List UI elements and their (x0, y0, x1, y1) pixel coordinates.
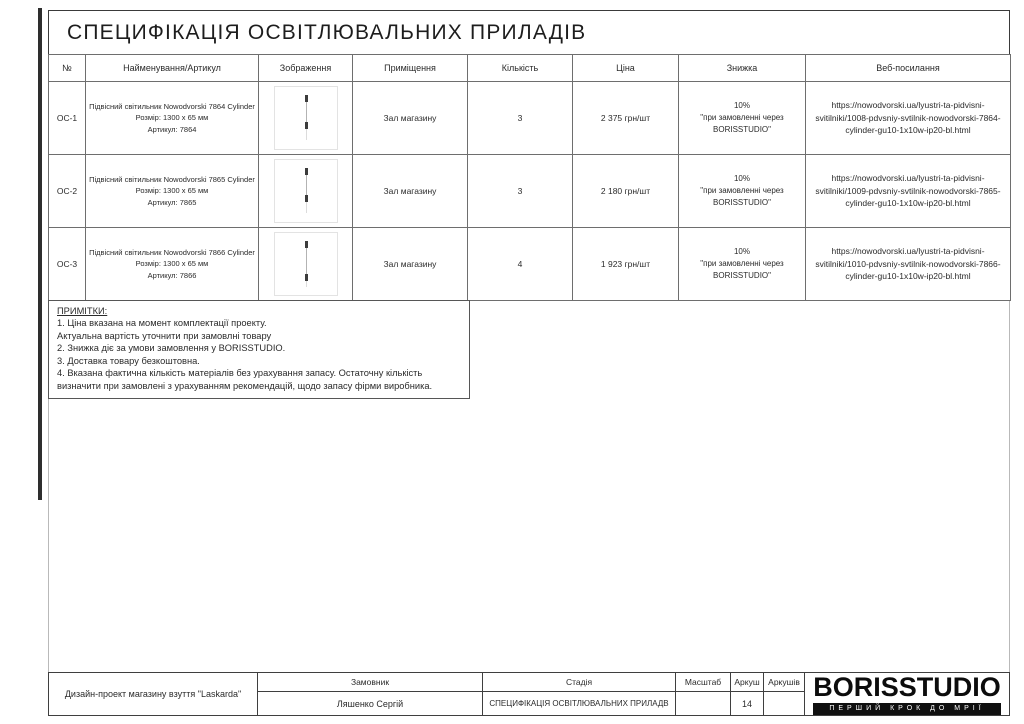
scale-label: Масштаб (676, 673, 730, 692)
table-header-row (49, 55, 1011, 82)
sheet-value: 14 (741, 698, 752, 709)
notes-box (48, 300, 470, 399)
note-line: 3. Доставка товару безкоштовна. (57, 355, 200, 366)
image-cell (259, 228, 353, 301)
scale-value (676, 692, 730, 715)
product-article: Артикул: 7864 (147, 124, 197, 134)
lamp-light-beam (306, 281, 307, 287)
notes-heading: ПРИМІТКИ: (57, 306, 108, 316)
discount-cell (679, 82, 806, 155)
note-line: визначити при замовлені з урахуванням рекомендацій, щодо запасу фірми виробника. (57, 380, 433, 391)
specification-table (48, 54, 1011, 301)
discount-note: "при замовленні через BORISSTUDIO" (700, 186, 784, 207)
product-size: Розмір: 1300 x 65 мм (135, 113, 209, 123)
row-id: ОС-3 (49, 228, 86, 301)
price-cell: 1 923 грн/шт (573, 228, 679, 301)
lamp-cylinder-icon (305, 274, 308, 281)
sheet-number-cell (730, 672, 764, 716)
quantity-cell: 4 (468, 228, 573, 301)
customer-label: Замовник (258, 673, 482, 692)
table-row (49, 82, 1011, 155)
product-name: Підвісний світильник Nowodvorski 7864 Cylinder (89, 102, 255, 112)
stage-value: СПЕЦИФІКАЦІЯ ОСВІТЛЮВАЛЬНИХ ПРИЛАДВ (489, 699, 669, 708)
sheet-label: Аркуш (731, 673, 763, 692)
table-row (49, 228, 1011, 301)
borisstudio-logo (804, 672, 1010, 716)
page-title: СПЕЦИФІКАЦІЯ ОСВІТЛЮВАЛЬНИХ ПРИЛАДІВ (67, 21, 587, 44)
product-cell (86, 82, 259, 155)
stage-cell (482, 672, 676, 716)
discount-cell (679, 228, 806, 301)
product-size: Розмір: 1300 x 65 мм (135, 259, 209, 269)
product-size: Розмір: 1300 x 65 мм (135, 186, 209, 196)
customer-value: Ляшенко Сергій (336, 698, 404, 709)
quantity-cell: 3 (468, 82, 573, 155)
image-cell (259, 155, 353, 228)
project-name-cell: Дизайн-проект магазину взуття "Laskarda" (48, 672, 258, 716)
note-line: Актуальна вартість уточнити при замовлні товару (57, 330, 272, 341)
row-id: ОС-1 (49, 82, 86, 155)
lamp-light-beam (306, 129, 307, 140)
product-name: Підвісний світильник Nowodvorski 7865 Cylinder (89, 175, 255, 185)
table-row (49, 155, 1011, 228)
lamp-light-beam (306, 202, 307, 213)
lamp-canopy-icon (305, 95, 308, 102)
title-box (48, 10, 1010, 56)
quantity-cell: 3 (468, 155, 573, 228)
discount-note: "при замовленні через BORISSTUDIO" (700, 113, 784, 134)
discount-percent: 10% (733, 247, 750, 257)
room-cell: Зал магазину (353, 82, 468, 155)
sheets-label: Аркушів (764, 673, 804, 692)
logo-tagline: ПЕРШИЙ КРОК ДО МРІЇ (813, 703, 1001, 715)
sheets-total-cell (763, 672, 805, 716)
col-header-weblink: Веб-посилання (806, 55, 1011, 82)
price-cell: 2 375 грн/шт (573, 82, 679, 155)
discount-note: "при замовленні через BORISSTUDIO" (700, 259, 784, 280)
discount-percent: 10% (733, 101, 750, 111)
web-link: https://nowodvorski.ua/lyustri-ta-pidvisni-svitilniki/1009-pdvsniy-svtilnik-nowodvorski-7865-cylinder-gu10-1x10w-ip20-bl.html (806, 155, 1011, 228)
scale-cell (675, 672, 731, 716)
discount-cell (679, 155, 806, 228)
col-header-number: № (49, 55, 86, 82)
row-id: ОС-2 (49, 155, 86, 228)
lamp-cylinder-icon (305, 122, 308, 129)
room-cell: Зал магазину (353, 228, 468, 301)
col-header-discount: Знижка (679, 55, 806, 82)
title-block (48, 672, 1010, 716)
col-header-quantity: Кількість (468, 55, 573, 82)
customer-cell (257, 672, 483, 716)
room-cell: Зал магазину (353, 155, 468, 228)
web-link: https://nowodvorski.ua/lyustri-ta-pidvisni-svitilniki/1010-pdvsniy-svtilnik-nowodvorski-7866-cylinder-gu10-1x10w-ip20-bl.html (806, 228, 1011, 301)
lamp-canopy-icon (305, 168, 308, 175)
product-article: Артикул: 7866 (147, 270, 197, 280)
note-line: 1. Ціна вказана на момент комплектації проекту. (57, 318, 267, 329)
pendant-lamp-image (274, 86, 338, 150)
col-header-name: Найменування/Артикул (86, 55, 259, 82)
discount-percent: 10% (733, 174, 750, 184)
sheets-value (764, 692, 804, 715)
product-article: Артикул: 7865 (147, 197, 197, 207)
col-header-room: Приміщення (353, 55, 468, 82)
product-cell (86, 155, 259, 228)
lamp-canopy-icon (305, 241, 308, 248)
web-link: https://nowodvorski.ua/lyustri-ta-pidvisni-svitilniki/1008-pdvsniy-svtilnik-nowodvorski-7864-cylinder-gu10-1x10w-ip20-bl.html (806, 82, 1011, 155)
image-cell (259, 82, 353, 155)
col-header-price: Ціна (573, 55, 679, 82)
note-line: 2. Знижка діє за умови замовлення у BORISSTUDIO. (57, 343, 286, 354)
logo-wordmark: BORISSTUDIO (813, 671, 1001, 702)
price-cell: 2 180 грн/шт (573, 155, 679, 228)
product-cell (86, 228, 259, 301)
pendant-lamp-image (274, 159, 338, 223)
col-header-image: Зображення (259, 55, 353, 82)
product-name: Підвісний світильник Nowodvorski 7866 Cylinder (89, 248, 255, 258)
pendant-lamp-image (274, 232, 338, 296)
note-line: 4. Вказана фактична кількість матеріалів без урахування запасу. Остаточну кількість (57, 368, 423, 379)
binding-margin-bar (38, 8, 42, 500)
lamp-cylinder-icon (305, 195, 308, 202)
stage-label: Стадія (483, 673, 675, 692)
